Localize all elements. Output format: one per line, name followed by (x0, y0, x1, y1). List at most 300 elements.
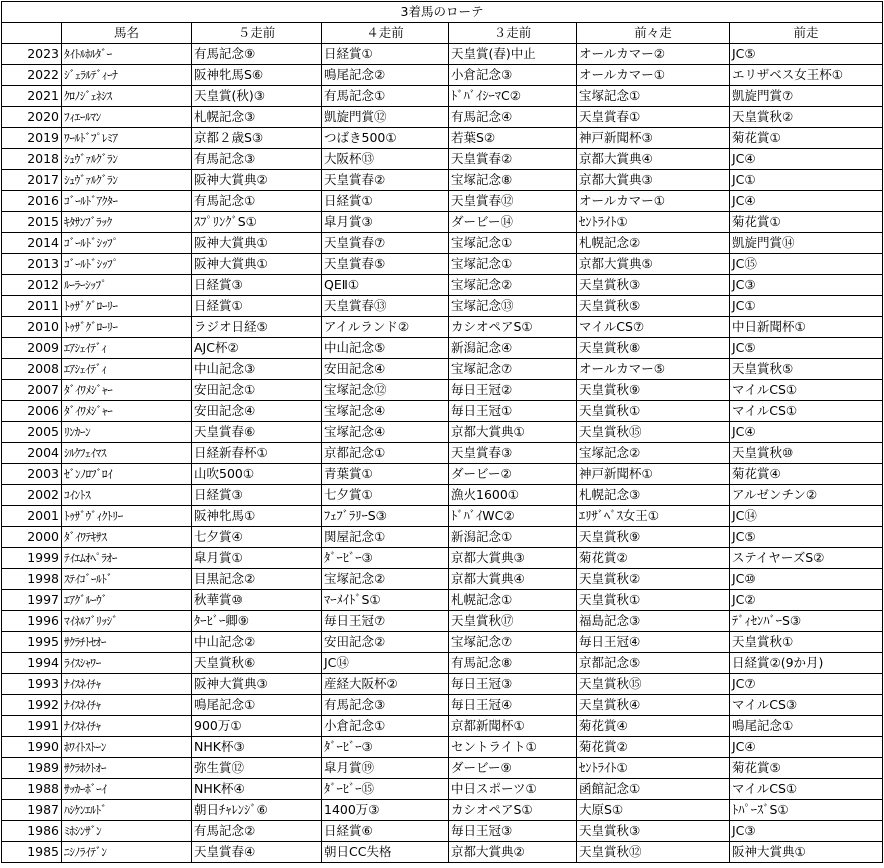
race-3rd-prev-cell: 中日スポーツ① (449, 779, 577, 800)
race-2nd-prev-cell: 天皇賞秋① (577, 401, 730, 422)
race-prev-cell: JC② (730, 590, 883, 611)
race-5th-prev-cell: 天皇賞春⑥ (192, 422, 322, 443)
table-row (2, 779, 883, 800)
race-4th-prev-cell: 小倉記念① (322, 716, 449, 737)
horse-name-cell: ｻｸﾗﾁﾄｾｵｰ (62, 632, 192, 653)
race-2nd-prev-cell: 毎日王冠④ (577, 632, 730, 653)
race-2nd-prev-cell: 天皇賞春① (577, 107, 730, 128)
year-cell: 2023 (2, 44, 62, 65)
race-4th-prev-cell: 天皇賞春⑤ (322, 254, 449, 275)
race-2nd-prev-cell: ｴﾘｻﾞﾍﾞｽ女王① (577, 506, 730, 527)
horse-name-cell: ｷﾀｻﾝﾌﾞﾗｯｸ (62, 212, 192, 233)
race-5th-prev-cell: 天皇賞春④ (192, 842, 322, 863)
race-3rd-prev-cell: 宝塚記念⑬ (449, 296, 577, 317)
race-5th-prev-cell: 900万① (192, 716, 322, 737)
race-4th-prev-cell: 凱旋門賞⑫ (322, 107, 449, 128)
race-5th-prev-cell: 中山記念② (192, 632, 322, 653)
race-4th-prev-cell: アイルランド② (322, 317, 449, 338)
race-prev-cell: JC① (730, 296, 883, 317)
header-2nd-prev: 前々走 (577, 23, 730, 44)
race-3rd-prev-cell: 天皇賞春② (449, 149, 577, 170)
race-4th-prev-cell: 京都記念① (322, 443, 449, 464)
horse-name-cell: ﾄｩｻﾞｸﾞﾛｰﾘｰ (62, 296, 192, 317)
race-3rd-prev-cell: 天皇賞春③ (449, 443, 577, 464)
race-prev-cell: ﾄﾊﾟｰｽﾞS① (730, 800, 883, 821)
horse-name-cell: ﾐﾎｼﾝｻﾞﾝ (62, 821, 192, 842)
header-5th-prev: ５走前 (192, 23, 322, 44)
race-3rd-prev-cell: セントライト① (449, 737, 577, 758)
year-cell: 2011 (2, 296, 62, 317)
horse-name-cell: ﾄｩｻﾞｸﾞﾛｰﾘｰ (62, 317, 192, 338)
race-5th-prev-cell: 有馬記念① (192, 191, 322, 212)
race-4th-prev-cell: 宝塚記念④ (322, 422, 449, 443)
table-row (2, 317, 883, 338)
year-cell: 2012 (2, 275, 62, 296)
year-cell: 2006 (2, 401, 62, 422)
table-row (2, 296, 883, 317)
year-cell: 2007 (2, 380, 62, 401)
year-cell: 2022 (2, 65, 62, 86)
race-prev-cell: 天皇賞秋② (730, 107, 883, 128)
race-4th-prev-cell: 1400万③ (322, 800, 449, 821)
race-2nd-prev-cell: 菊花賞② (577, 548, 730, 569)
race-2nd-prev-cell: 天皇賞秋⑮ (577, 674, 730, 695)
race-4th-prev-cell: 宝塚記念② (322, 569, 449, 590)
race-5th-prev-cell: 鳴尾記念① (192, 695, 322, 716)
race-3rd-prev-cell: 有馬記念④ (449, 107, 577, 128)
race-2nd-prev-cell: マイルCS⑦ (577, 317, 730, 338)
year-cell: 2017 (2, 170, 62, 191)
table-row (2, 86, 883, 107)
race-5th-prev-cell: 札幌記念③ (192, 107, 322, 128)
horse-name-cell: ﾙｰﾗｰｼｯﾌﾟ (62, 275, 192, 296)
race-5th-prev-cell: NHK杯④ (192, 779, 322, 800)
race-4th-prev-cell: 大阪杯⑬ (322, 149, 449, 170)
race-3rd-prev-cell: ダービー⑨ (449, 758, 577, 779)
table-row (2, 44, 883, 65)
race-4th-prev-cell: 有馬記念① (322, 86, 449, 107)
race-prev-cell: 天皇賞秋① (730, 632, 883, 653)
year-cell: 1991 (2, 716, 62, 737)
table-row (2, 338, 883, 359)
race-4th-prev-cell: 関屋記念① (322, 527, 449, 548)
race-2nd-prev-cell: 天皇賞秋⑤ (577, 296, 730, 317)
race-2nd-prev-cell: 札幌記念③ (577, 485, 730, 506)
race-prev-cell: マイルCS① (730, 401, 883, 422)
horse-name-cell: ｺﾞｰﾙﾄﾞｼｯﾌﾟ (62, 233, 192, 254)
table-row (2, 842, 883, 863)
horse-name-cell: ﾀﾞｲﾜﾒｼﾞｬｰ (62, 401, 192, 422)
header-horse-name: 馬名 (62, 23, 192, 44)
horse-name-cell: ｻｯｶｰﾎﾞｰｲ (62, 779, 192, 800)
race-4th-prev-cell: JC⑭ (322, 653, 449, 674)
race-prev-cell: 中日新聞杯① (730, 317, 883, 338)
race-4th-prev-cell: 朝日CC失格 (322, 842, 449, 863)
race-2nd-prev-cell: 京都大賞典③ (577, 170, 730, 191)
table-row (2, 506, 883, 527)
race-5th-prev-cell: 阪神大賞典① (192, 254, 322, 275)
race-3rd-prev-cell: 宝塚記念① (449, 254, 577, 275)
horse-name-cell: ﾘﾝｶｰﾝ (62, 422, 192, 443)
race-5th-prev-cell: 秋華賞⑩ (192, 590, 322, 611)
race-4th-prev-cell: 皐月賞⑲ (322, 758, 449, 779)
horse-name-cell: ﾅｲｽﾈｲﾁｬ (62, 716, 192, 737)
race-prev-cell: JC⑤ (730, 527, 883, 548)
race-5th-prev-cell: 日経新春杯① (192, 443, 322, 464)
race-4th-prev-cell: ﾀﾞｰﾋﾞｰ③ (322, 548, 449, 569)
race-prev-cell: JC④ (730, 149, 883, 170)
race-4th-prev-cell: 七夕賞① (322, 485, 449, 506)
horse-name-cell: ﾃｲｴﾑｵﾍﾟﾗｵｰ (62, 548, 192, 569)
race-2nd-prev-cell: 京都記念⑤ (577, 653, 730, 674)
race-3rd-prev-cell: 若葉S② (449, 128, 577, 149)
race-prev-cell: 鳴尾記念① (730, 716, 883, 737)
race-3rd-prev-cell: 宝塚記念⑦ (449, 632, 577, 653)
header-row (2, 23, 883, 44)
race-5th-prev-cell: ｽﾌﾟﾘﾝｸﾞS① (192, 212, 322, 233)
race-5th-prev-cell: 七夕賞④ (192, 527, 322, 548)
horse-name-cell: ﾅｲｽﾈｲﾁｬ (62, 674, 192, 695)
horse-name-cell: ﾏｲﾈﾙﾌﾞﾘｯｼﾞ (62, 611, 192, 632)
race-4th-prev-cell: 青葉賞① (322, 464, 449, 485)
table-row (2, 464, 883, 485)
race-5th-prev-cell: NHK杯③ (192, 737, 322, 758)
race-prev-cell: 菊花賞① (730, 128, 883, 149)
race-3rd-prev-cell: 札幌記念① (449, 590, 577, 611)
race-2nd-prev-cell: 天皇賞秋③ (577, 821, 730, 842)
race-4th-prev-cell: 宝塚記念⑫ (322, 380, 449, 401)
table-row (2, 695, 883, 716)
race-2nd-prev-cell: 菊花賞② (577, 737, 730, 758)
race-5th-prev-cell: 弥生賞⑫ (192, 758, 322, 779)
race-4th-prev-cell: 有馬記念③ (322, 695, 449, 716)
race-5th-prev-cell: 日経賞③ (192, 275, 322, 296)
race-5th-prev-cell: 目黒記念② (192, 569, 322, 590)
horse-name-cell: ﾄｩｻﾞｳﾞｨｸﾄﾘｰ (62, 506, 192, 527)
year-cell: 2001 (2, 506, 62, 527)
year-cell: 2014 (2, 233, 62, 254)
race-2nd-prev-cell: オールカマー⑤ (577, 359, 730, 380)
year-cell: 1992 (2, 695, 62, 716)
table-row (2, 401, 883, 422)
table-row (2, 170, 883, 191)
race-5th-prev-cell: 日経賞③ (192, 485, 322, 506)
year-cell: 1988 (2, 779, 62, 800)
horse-name-cell: ｼﾙｸﾌｪｲﾏｽ (62, 443, 192, 464)
race-3rd-prev-cell: 毎日王冠④ (449, 695, 577, 716)
race-prev-cell: JC① (730, 170, 883, 191)
table-row (2, 569, 883, 590)
race-3rd-prev-cell: 天皇賞(春)中止 (449, 44, 577, 65)
year-cell: 2000 (2, 527, 62, 548)
race-2nd-prev-cell: 天皇賞秋⑮ (577, 422, 730, 443)
horse-name-cell: ｺﾞｰﾙﾄﾞｱｸﾀｰ (62, 191, 192, 212)
table-row (2, 758, 883, 779)
year-cell: 1994 (2, 653, 62, 674)
year-cell: 1997 (2, 590, 62, 611)
race-2nd-prev-cell: 天皇賞秋② (577, 569, 730, 590)
table-row (2, 443, 883, 464)
race-3rd-prev-cell: 宝塚記念⑦ (449, 359, 577, 380)
horse-name-cell: ｴｱｸﾞﾙｰｳﾞ (62, 590, 192, 611)
year-cell: 2018 (2, 149, 62, 170)
race-2nd-prev-cell: 天皇賞秋⑨ (577, 380, 730, 401)
header-4th-prev: ４走前 (322, 23, 449, 44)
race-4th-prev-cell: 安田記念② (322, 632, 449, 653)
race-5th-prev-cell: 日経賞① (192, 296, 322, 317)
race-5th-prev-cell: 阪神大賞典③ (192, 674, 322, 695)
race-prev-cell: JC⑤ (730, 44, 883, 65)
horse-name-cell: ﾅｲｽﾈｲﾁｬ (62, 695, 192, 716)
table-row (2, 653, 883, 674)
race-4th-prev-cell: ﾀﾞｰﾋﾞｰ③ (322, 737, 449, 758)
race-2nd-prev-cell: オールカマー① (577, 191, 730, 212)
race-5th-prev-cell: 有馬記念③ (192, 149, 322, 170)
year-cell: 1989 (2, 758, 62, 779)
race-2nd-prev-cell: 札幌記念② (577, 233, 730, 254)
table-row (2, 800, 883, 821)
year-cell: 1996 (2, 611, 62, 632)
race-5th-prev-cell: ラジオ日経⑤ (192, 317, 322, 338)
race-prev-cell: 阪神大賞典① (730, 842, 883, 863)
race-3rd-prev-cell: 宝塚記念① (449, 233, 577, 254)
table-row (2, 821, 883, 842)
table-row (2, 191, 883, 212)
header-prev: 前走 (730, 23, 883, 44)
table-row (2, 254, 883, 275)
year-cell: 2019 (2, 128, 62, 149)
year-cell: 1985 (2, 842, 62, 863)
race-2nd-prev-cell: オールカマー② (577, 44, 730, 65)
race-4th-prev-cell: 天皇賞春② (322, 170, 449, 191)
table-row (2, 149, 883, 170)
race-2nd-prev-cell: 京都大賞典⑤ (577, 254, 730, 275)
race-4th-prev-cell: 中山記念⑤ (322, 338, 449, 359)
year-cell: 2020 (2, 107, 62, 128)
horse-name-cell: ﾎﾜｲﾄｽﾄｰﾝ (62, 737, 192, 758)
year-cell: 2005 (2, 422, 62, 443)
year-cell: 2010 (2, 317, 62, 338)
race-4th-prev-cell: 天皇賞春⑬ (322, 296, 449, 317)
race-5th-prev-cell: 有馬記念② (192, 821, 322, 842)
race-4th-prev-cell: 安田記念④ (322, 359, 449, 380)
table-row (2, 212, 883, 233)
race-prev-cell: JC③ (730, 821, 883, 842)
year-cell: 1987 (2, 800, 62, 821)
race-3rd-prev-cell: 京都大賞典② (449, 842, 577, 863)
rotation-table (1, 1, 883, 863)
race-prev-cell: 凱旋門賞⑭ (730, 233, 883, 254)
race-prev-cell: JC⑩ (730, 569, 883, 590)
year-cell: 1999 (2, 548, 62, 569)
race-3rd-prev-cell: ダービー⑭ (449, 212, 577, 233)
race-4th-prev-cell: 日経賞① (322, 44, 449, 65)
race-prev-cell: JC⑤ (730, 338, 883, 359)
race-4th-prev-cell: ﾏｰﾒｲﾄﾞS① (322, 590, 449, 611)
race-2nd-prev-cell: 神戸新聞杯③ (577, 128, 730, 149)
race-3rd-prev-cell: カシオペアS① (449, 800, 577, 821)
year-cell: 2013 (2, 254, 62, 275)
year-cell: 1993 (2, 674, 62, 695)
race-prev-cell: マイルCS① (730, 380, 883, 401)
race-prev-cell: JC⑦ (730, 674, 883, 695)
horse-name-cell: ﾜｰﾙﾄﾞﾌﾟﾚﾐｱ (62, 128, 192, 149)
race-5th-prev-cell: 安田記念① (192, 380, 322, 401)
year-cell: 1998 (2, 569, 62, 590)
race-2nd-prev-cell: オールカマー① (577, 65, 730, 86)
race-2nd-prev-cell: 天皇賞秋① (577, 590, 730, 611)
race-3rd-prev-cell: 有馬記念⑧ (449, 653, 577, 674)
race-5th-prev-cell: 阪神牝馬① (192, 506, 322, 527)
horse-name-cell: ﾀｲﾄﾙﾎﾙﾀﾞｰ (62, 44, 192, 65)
horse-name-cell: ｻｸﾗﾎｸﾄｵｰ (62, 758, 192, 779)
race-2nd-prev-cell: 菊花賞④ (577, 716, 730, 737)
horse-name-cell: ｴｱｼｪｲﾃﾞｨ (62, 338, 192, 359)
race-3rd-prev-cell: 新潟記念① (449, 527, 577, 548)
table-row (2, 737, 883, 758)
race-5th-prev-cell: 阪神大賞典② (192, 170, 322, 191)
race-5th-prev-cell: 山吹500① (192, 464, 322, 485)
table-row (2, 548, 883, 569)
race-3rd-prev-cell: 新潟記念④ (449, 338, 577, 359)
table-row (2, 275, 883, 296)
race-2nd-prev-cell: 天皇賞秋⑨ (577, 527, 730, 548)
race-2nd-prev-cell: 宝塚記念① (577, 86, 730, 107)
race-prev-cell: エリザベス女王杯① (730, 65, 883, 86)
race-prev-cell: ﾃﾞｨｾﾝﾊﾞｰS③ (730, 611, 883, 632)
horse-name-cell: ｾﾞﾝﾉﾛﾌﾞﾛｲ (62, 464, 192, 485)
race-prev-cell: マイルCS③ (730, 695, 883, 716)
race-prev-cell: JC④ (730, 737, 883, 758)
race-4th-prev-cell: 宝塚記念④ (322, 401, 449, 422)
header-year (2, 23, 62, 44)
title-row (2, 2, 883, 23)
table-row (2, 527, 883, 548)
table-row (2, 233, 883, 254)
horse-name-cell: ﾌｨｴｰﾙﾏﾝ (62, 107, 192, 128)
horse-name-cell: ｽﾃｲｺﾞｰﾙﾄﾞ (62, 569, 192, 590)
race-prev-cell: 菊花賞④ (730, 464, 883, 485)
race-2nd-prev-cell: 宝塚記念② (577, 443, 730, 464)
race-prev-cell: 菊花賞① (730, 212, 883, 233)
race-4th-prev-cell: 皐月賞③ (322, 212, 449, 233)
race-3rd-prev-cell: 毎日王冠② (449, 380, 577, 401)
race-prev-cell: JC⑭ (730, 506, 883, 527)
year-cell: 1995 (2, 632, 62, 653)
race-prev-cell: アルゼンチン② (730, 485, 883, 506)
table-row (2, 485, 883, 506)
table-title: 3着馬のローテ (2, 2, 883, 23)
year-cell: 2016 (2, 191, 62, 212)
race-4th-prev-cell: ﾀﾞｰﾋﾞｰ⑮ (322, 779, 449, 800)
race-4th-prev-cell: 天皇賞春⑦ (322, 233, 449, 254)
race-prev-cell: JC④ (730, 422, 883, 443)
race-2nd-prev-cell: 京都大賞典④ (577, 149, 730, 170)
table-row (2, 65, 883, 86)
race-3rd-prev-cell: 京都新聞杯① (449, 716, 577, 737)
race-5th-prev-cell: 阪神大賞典① (192, 233, 322, 254)
race-5th-prev-cell: AJC杯② (192, 338, 322, 359)
race-4th-prev-cell: QEⅡ① (322, 275, 449, 296)
race-5th-prev-cell: 中山記念③ (192, 359, 322, 380)
year-cell: 1990 (2, 737, 62, 758)
year-cell: 2003 (2, 464, 62, 485)
race-2nd-prev-cell: 福島記念③ (577, 611, 730, 632)
table-row (2, 107, 883, 128)
race-4th-prev-cell: 日経賞① (322, 191, 449, 212)
race-3rd-prev-cell: ﾄﾞﾊﾞｲｼｰﾏC② (449, 86, 577, 107)
race-prev-cell: マイルCS① (730, 779, 883, 800)
race-5th-prev-cell: 安田記念④ (192, 401, 322, 422)
race-2nd-prev-cell: 大原S① (577, 800, 730, 821)
race-3rd-prev-cell: 京都大賞典④ (449, 569, 577, 590)
horse-name-cell: ｼｭｳﾞｧﾙｸﾞﾗﾝ (62, 170, 192, 191)
race-3rd-prev-cell: 漁火1600① (449, 485, 577, 506)
race-4th-prev-cell: 鳴尾記念② (322, 65, 449, 86)
race-2nd-prev-cell: 神戸新聞杯① (577, 464, 730, 485)
horse-name-cell: ｸﾛﾉｼﾞｪﾈｼｽ (62, 86, 192, 107)
horse-name-cell: ﾆｼﾉﾗｲﾃﾞﾝ (62, 842, 192, 863)
horse-name-cell: ﾊｼｹﾝｴﾙﾄﾞ (62, 800, 192, 821)
race-3rd-prev-cell: 毎日王冠③ (449, 821, 577, 842)
horse-name-cell: ｺﾞｰﾙﾄﾞｼｯﾌﾟ (62, 254, 192, 275)
race-prev-cell: JC⑮ (730, 254, 883, 275)
table-row (2, 422, 883, 443)
year-cell: 2009 (2, 338, 62, 359)
table-row (2, 632, 883, 653)
year-cell: 2004 (2, 443, 62, 464)
race-prev-cell: JC③ (730, 275, 883, 296)
race-2nd-prev-cell: 天皇賞秋③ (577, 275, 730, 296)
race-prev-cell: 凱旋門賞⑦ (730, 86, 883, 107)
race-3rd-prev-cell: 宝塚記念② (449, 275, 577, 296)
race-2nd-prev-cell: ｾﾝﾄﾗｲﾄ① (577, 758, 730, 779)
race-3rd-prev-cell: ダービー② (449, 464, 577, 485)
horse-name-cell: ｼﾞｪﾗﾙﾃﾞｨｰﾅ (62, 65, 192, 86)
race-prev-cell: 日経賞②(9か月) (730, 653, 883, 674)
race-3rd-prev-cell: ﾄﾞﾊﾞｲWC② (449, 506, 577, 527)
race-2nd-prev-cell: ｾﾝﾄﾗｲﾄ① (577, 212, 730, 233)
race-prev-cell: 菊花賞⑤ (730, 758, 883, 779)
race-5th-prev-cell: ﾀｰﾋﾞｰ卿⑨ (192, 611, 322, 632)
horse-name-cell: ｼｭｳﾞｧﾙｸﾞﾗﾝ (62, 149, 192, 170)
race-3rd-prev-cell: 小倉記念③ (449, 65, 577, 86)
table-row (2, 716, 883, 737)
race-5th-prev-cell: 天皇賞秋⑥ (192, 653, 322, 674)
table-row (2, 590, 883, 611)
race-2nd-prev-cell: 天皇賞秋⑧ (577, 338, 730, 359)
race-5th-prev-cell: 朝日ﾁｬﾚﾝｼﾞ⑥ (192, 800, 322, 821)
race-2nd-prev-cell: 天皇賞秋⑫ (577, 842, 730, 863)
race-3rd-prev-cell: 京都大賞典① (449, 422, 577, 443)
race-2nd-prev-cell: 天皇賞秋④ (577, 695, 730, 716)
race-4th-prev-cell: 毎日王冠⑦ (322, 611, 449, 632)
header-3rd-prev: ３走前 (449, 23, 577, 44)
year-cell: 2021 (2, 86, 62, 107)
race-5th-prev-cell: 阪神牝馬S⑥ (192, 65, 322, 86)
horse-name-cell: ﾀﾞｲﾜﾒｼﾞｬｰ (62, 380, 192, 401)
race-4th-prev-cell: 日経賞⑥ (322, 821, 449, 842)
race-3rd-prev-cell: カシオペアS① (449, 317, 577, 338)
race-prev-cell: ステイヤーズS② (730, 548, 883, 569)
race-5th-prev-cell: 皐月賞① (192, 548, 322, 569)
horse-name-cell: ｴｱｼｪｲﾃﾞｨ (62, 359, 192, 380)
race-4th-prev-cell: つばき500① (322, 128, 449, 149)
race-4th-prev-cell: 産経大阪杯② (322, 674, 449, 695)
year-cell: 2015 (2, 212, 62, 233)
year-cell: 2002 (2, 485, 62, 506)
table-row (2, 359, 883, 380)
